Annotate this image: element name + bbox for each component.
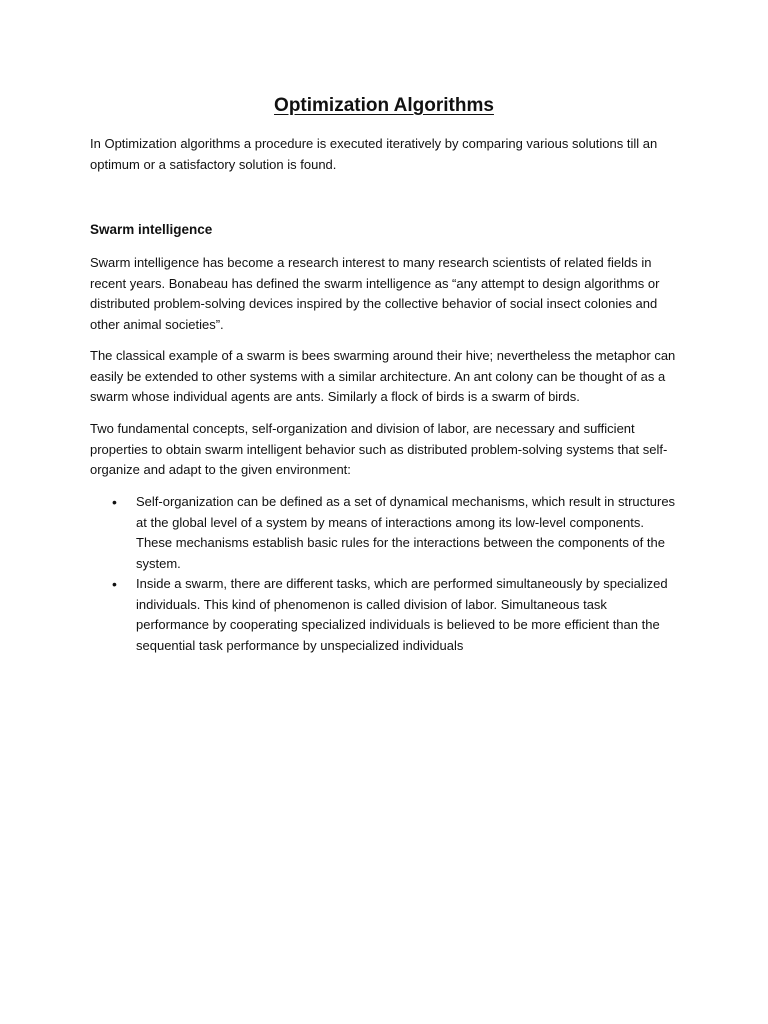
list-item — [90, 574, 680, 656]
paragraph-example: The classical example of a swarm is bees swarming around their hive; nevertheless the metaphor can easily be extended to other systems with a similar architecture. An ant colony can be thought of as a swarm whose individual agents are ants. Similarly a flock of birds is a swarm of birds. — [90, 348, 676, 404]
list-item — [90, 492, 680, 574]
bullet-list — [90, 492, 680, 656]
bullet-icon: • — [112, 576, 117, 592]
paragraph-concepts: Two fundamental concepts, self-organization and division of labor, are necessary and sufficient properties to obtain swarm intelligent behavior such as distributed problem-solving systems that self-organize and adapt to the given environment: — [90, 421, 668, 477]
paragraph-definition: Swarm intelligence has become a research interest to many research scientists of related fields in recent years. Bonabeau has defined the swarm intelligence as “any attempt to design algorithms or distributed problem-solving devices inspired by the collective behavior of social insect colonies and other animal societies”. — [90, 255, 660, 332]
bullet-text: Self-organization can be defined as a set of dynamical mechanisms, which result in structures at the global level of a system by means of interactions among its low-level components. These mechanisms establish basic rules for the interactions between the components of the system. — [136, 494, 676, 571]
intro-paragraph: In Optimization algorithms a procedure is executed iteratively by comparing various solutions till an optimum or a satisfactory solution is found. — [90, 136, 658, 172]
bullet-icon: • — [112, 494, 117, 510]
section-heading: Swarm intelligence — [90, 222, 213, 237]
page-title: Optimization Algorithms — [274, 95, 494, 116]
bullet-text: Inside a swarm, there are different tasks, which are performed simultaneously by specialized individuals. This kind of phenomenon is called division of labor. Simultaneous task performance by cooperating specialized individuals is believed to be more efficient than the sequential task performance by unspecialized individuals — [136, 576, 668, 653]
